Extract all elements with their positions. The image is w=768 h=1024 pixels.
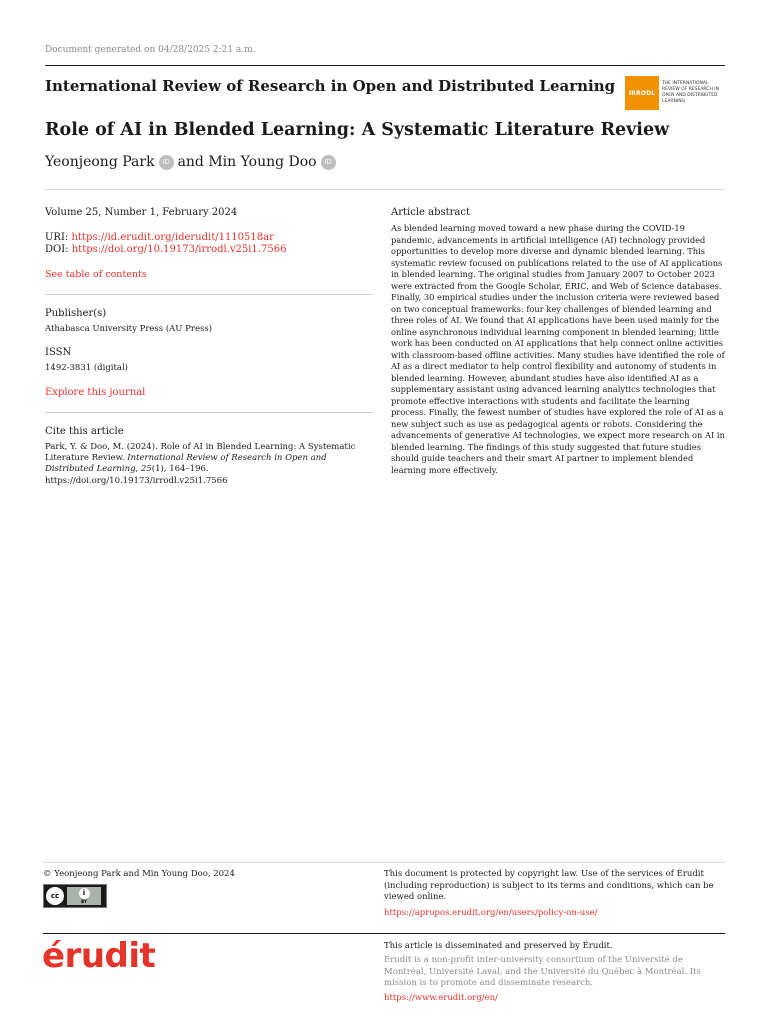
irrodl-logo-text: THE INTERNATIONAL REVIEW OF RESEARCH IN OPEN AND DISTRIBUTED LEARNING xyxy=(662,81,719,104)
top-divider xyxy=(45,65,725,66)
copyright-protection-text: This document is protected by copyright law. Use of the services of Érudit (including reproduction) is subject to its terms and conditions, which can be viewed online. xyxy=(384,869,714,902)
doi-row xyxy=(45,244,373,256)
explore-journal-link[interactable]: Explore this journal xyxy=(45,387,146,398)
issn-value: 1492-3831 (digital) xyxy=(45,363,128,373)
abstract-section xyxy=(391,207,725,476)
table-of-contents-link[interactable]: See table of contents xyxy=(45,269,147,280)
erudit-logo[interactable]: érudit xyxy=(42,936,156,976)
author-conjunction: and xyxy=(177,154,204,170)
uri-row xyxy=(45,232,373,244)
issn-label: ISSN xyxy=(45,347,72,358)
cite-label: Cite this article xyxy=(45,426,124,437)
abstract-text: As blended learning moved toward a new phase during the COVID-19 pandemic, advancements in artificial intelligence (AI) technology provided opportunities to develop more diverse and dynamic blended learning. This systematic review focused on publications related to the use of AI applications in blended learning. The original studies from January 2007 to October 2023 were extracted from the Google Scholar, ERIC, and Web of Science databases. Finally, 30 empirical studies under the inclusion criteria were reviewed based on two conceptual frameworks: four key challenges of blended learning and three roles of AI. We found that AI applications have been used mainly for the online asynchronous individual learning component in blended learning; little work has been conducted on AI applications that help connect online activities with classroom-based offline activities. Many studies have identified the role of AI as a direct mediator to help control flexibility and autonomy of students in blended learning. However, abundant studies have also identified AI as a supplementary assistant using advanced learning analytics technologies that promote effective interactions with students and facilitate the learning process. Finally, the fewest number of studies have explored the role of AI as a new subject such as use as pedagogical agents or robots. Considering the advancements of generative AI technologies, we expect more research on AI in blended learning. The findings of this study suggested that future studies should guide teachers and their smart AI partner to implement blended learning more effectively. xyxy=(391,223,725,475)
doi-link[interactable]: https://doi.org/10.19173/irrodl.v25i1.7566 xyxy=(71,244,287,255)
publisher-label: Publisher(s) xyxy=(45,308,107,319)
author-name[interactable]: Min Young Doo xyxy=(208,154,317,170)
uri-link[interactable]: https://id.erudit.org/iderudit/1110518ar xyxy=(71,232,274,243)
orcid-icon[interactable]: iD xyxy=(159,155,174,170)
cc-by-license-badge[interactable] xyxy=(43,884,107,908)
journal-title: International Review of Research in Open and Distributed Learning xyxy=(45,77,616,95)
bottom-divider xyxy=(43,933,725,934)
person-icon: i xyxy=(79,888,90,899)
abstract-label: Article abstract xyxy=(391,207,470,218)
article-title: Role of AI in Blended Learning: A Systematic Literature Review xyxy=(45,120,670,140)
erudit-website-link[interactable]: https://www.erudit.org/en/ xyxy=(384,993,498,1003)
citation-pages-doi: (1), 164–196. https://doi.org/10.19173/irrodl.v25i1.7566 xyxy=(45,464,228,486)
copyright-notice: © Yeonjeong Park and Min Young Doo, 2024 xyxy=(43,869,235,879)
creative-commons-icon: cc xyxy=(46,887,64,905)
citation-text xyxy=(45,442,373,487)
uri-label: URI: xyxy=(45,232,69,243)
citation-separator: , xyxy=(135,464,141,475)
author-name[interactable]: Yeonjeong Park xyxy=(45,154,155,170)
author-list xyxy=(45,154,340,170)
footer-divider xyxy=(43,862,725,863)
attribution-icon xyxy=(67,887,101,905)
title-divider xyxy=(45,189,725,190)
section-divider xyxy=(45,294,373,295)
volume-info: Volume 25, Number 1, February 2024 xyxy=(45,207,238,218)
generated-timestamp: Document generated on 04/28/2025 2:21 a.m. xyxy=(45,45,256,55)
orcid-icon[interactable]: iD xyxy=(321,155,336,170)
dissemination-notice: This article is disseminated and preserved by Érudit. xyxy=(384,941,613,951)
article-details xyxy=(45,207,373,487)
publisher-value: Athabasca University Press (AU Press) xyxy=(45,324,213,334)
citation-volume: 25 xyxy=(140,464,152,475)
section-divider xyxy=(45,412,373,413)
consortium-description: Érudit is a non-profit inter-university consortium of the Université de Montréal, Université Laval, and the Université du Québec à Montréal. Its mission is to promote and disseminate research. xyxy=(384,955,701,988)
by-label: BY xyxy=(81,899,87,904)
citation-journal: International Review of Research in Open and Distributed Learning xyxy=(45,453,327,475)
doi-label: DOI: xyxy=(45,244,69,255)
citation-authors-title: Park, Y. & Doo, M. (2024). Role of AI in Blended Learning: A Systematic Literature Review. xyxy=(45,442,356,464)
irrodl-logo-mark: IRRODL xyxy=(625,76,659,110)
policy-link[interactable]: https://apropos.erudit.org/en/users/policy-on-use/ xyxy=(384,908,598,918)
journal-logo[interactable] xyxy=(625,76,724,110)
